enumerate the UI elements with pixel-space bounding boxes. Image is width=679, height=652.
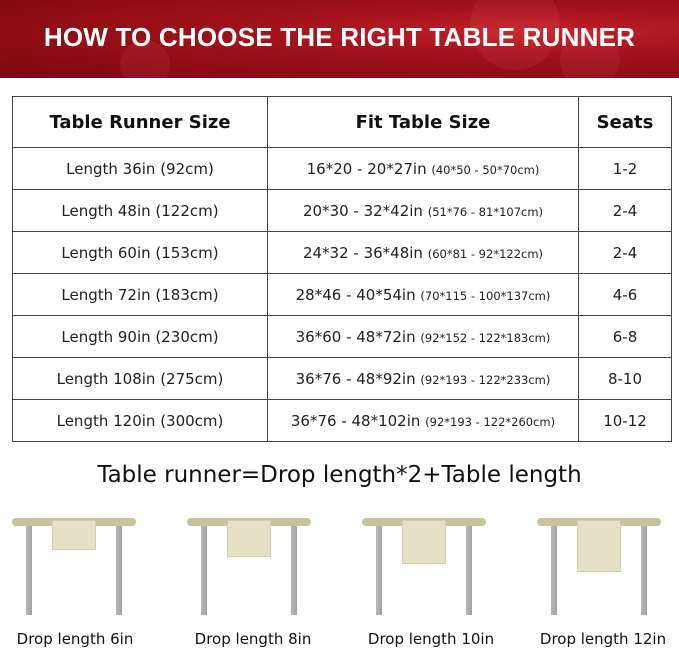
header-seats: Seats (579, 97, 672, 148)
fit-size-inches: 28*46 - 40*54in (295, 285, 416, 304)
runner-size-cell: Length 48in (122cm) (13, 190, 268, 232)
seats-cell: 1-2 (579, 148, 672, 190)
runner-size-cell: Length 36in (92cm) (13, 148, 268, 190)
runner-size-cell: Length 60in (153cm) (13, 232, 268, 274)
header-fit-size: Fit Table Size (268, 97, 579, 148)
drop-label-10in: Drop length 10in (367, 630, 495, 648)
table-leg-right (466, 525, 472, 615)
table-header-row (13, 97, 672, 148)
table-leg-left (26, 525, 32, 615)
runner-size-cell: Length 108in (275cm) (13, 358, 268, 400)
fit-size-inches: 20*30 - 32*42in (302, 201, 423, 220)
seats-cell: 8-10 (579, 358, 672, 400)
fit-size-cm: (70*115 - 100*137cm) (420, 288, 551, 303)
fit-size-cell (268, 316, 579, 358)
fit-size-inches: 36*60 - 48*72in (295, 327, 416, 346)
table-diagram-12in (537, 518, 667, 618)
runner-drop (577, 520, 621, 572)
fit-size-cm: (51*76 - 81*107cm) (427, 204, 544, 219)
table-leg-left (201, 525, 207, 615)
table-row (13, 400, 672, 442)
table-leg-left (551, 525, 557, 615)
table-row (13, 148, 672, 190)
fit-size-cell (268, 190, 579, 232)
runner-size-cell: Length 90in (230cm) (13, 316, 268, 358)
fit-size-cm: (92*193 - 122*260cm) (425, 414, 556, 429)
table-row (13, 190, 672, 232)
seats-cell: 10-12 (579, 400, 672, 442)
fit-size-cell (268, 274, 579, 316)
fit-size-cell (268, 148, 579, 190)
fit-size-inches: 36*76 - 48*92in (295, 369, 416, 388)
table-row (13, 232, 672, 274)
fit-size-inches: 24*32 - 36*48in (302, 243, 423, 262)
fit-size-cm: (60*81 - 92*122cm) (427, 246, 544, 261)
table-leg-right (291, 525, 297, 615)
table-diagram-6in (12, 518, 142, 618)
runner-drop (52, 520, 96, 550)
fit-size-cm: (92*152 - 122*183cm) (420, 330, 551, 345)
table-leg-right (116, 525, 122, 615)
drop-label-12in: Drop length 12in (539, 630, 667, 648)
table-leg-left (376, 525, 382, 615)
fit-size-cm: (92*193 - 122*233cm) (420, 372, 551, 387)
table-leg-right (641, 525, 647, 615)
runner-size-cell: Length 72in (183cm) (13, 274, 268, 316)
runner-drop (227, 520, 271, 557)
table-row (13, 274, 672, 316)
seats-cell: 2-4 (579, 190, 672, 232)
seats-cell: 6-8 (579, 316, 672, 358)
seats-cell: 2-4 (579, 232, 672, 274)
runner-drop (402, 520, 446, 564)
fit-size-cell (268, 232, 579, 274)
table-diagram-8in (187, 518, 317, 618)
fit-size-inches: 16*20 - 20*27in (306, 159, 427, 178)
fit-size-cm: (40*50 - 50*70cm) (431, 162, 540, 177)
drop-label-8in: Drop length 8in (194, 630, 312, 648)
runner-formula: Table runner=Drop length*2+Table length (97, 462, 582, 488)
table-row (13, 316, 672, 358)
drop-label-6in: Drop length 6in (16, 630, 134, 648)
fit-size-inches: 36*76 - 48*102in (290, 411, 421, 430)
fit-size-cell (268, 400, 579, 442)
table-row (13, 358, 672, 400)
size-table (12, 96, 672, 442)
fit-size-cell (268, 358, 579, 400)
banner-title: HOW TO CHOOSE THE RIGHT TABLE RUNNER (43, 22, 636, 52)
header-banner (0, 0, 679, 78)
table-diagram-10in (362, 518, 492, 618)
header-runner-size: Table Runner Size (13, 97, 268, 148)
runner-size-cell: Length 120in (300cm) (13, 400, 268, 442)
seats-cell: 4-6 (579, 274, 672, 316)
